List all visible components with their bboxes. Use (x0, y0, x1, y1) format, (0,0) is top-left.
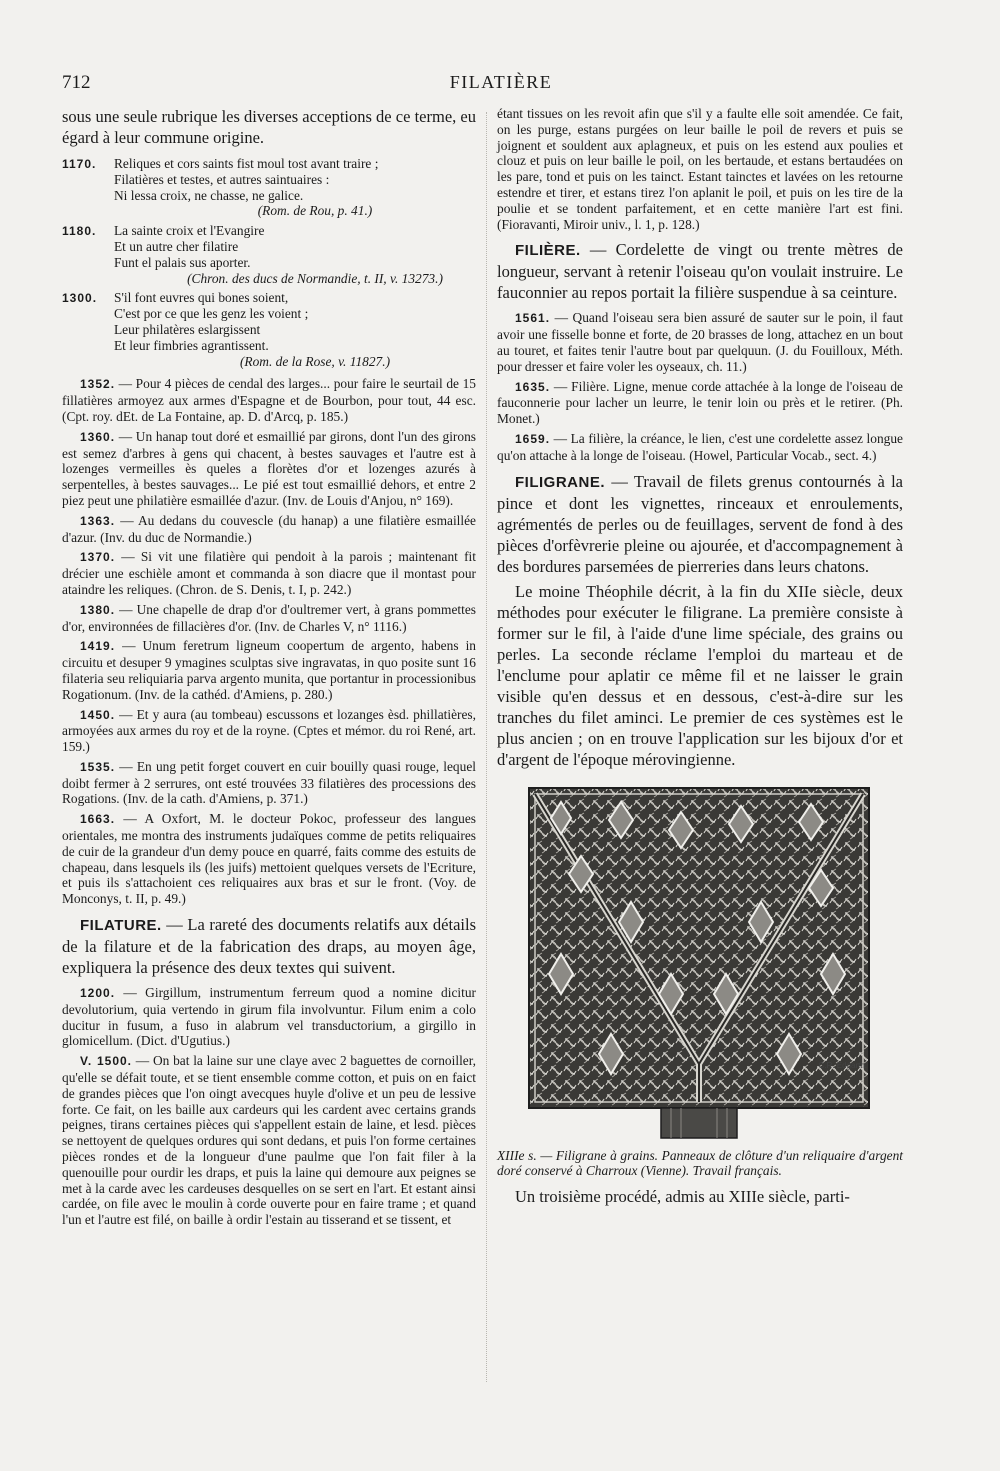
entry-text: — Si vit une filatière qui pendoit à la parois ; maintenant fit drécier une eschièle amont et commanda à son diacre que il montast pour ataindre les reliques. (Chron. de S. Denis, t. I, p. 242.) (62, 549, 476, 597)
right-column (497, 106, 903, 1207)
entry-date: 1180. (62, 224, 97, 239)
verse-line: Ni lessa croix, ne chasse, ne galice. (114, 187, 304, 203)
article-headword: FILIGRANE. (515, 473, 605, 491)
dated-entry (62, 429, 476, 509)
dated-entry (62, 376, 476, 424)
article-text: — Travail de filets grenus contournés à la pince et dont les vignettes, rinceaux et enroulements, agrémentés de perles ou de feuillages, servent de fond à des pièces d'orfèvrerie pleine ou ajourée, et d'accompagnement à des bordures parsemées de pierreries dans leurs chatons. (497, 471, 903, 576)
entry-date: 1352. (80, 377, 116, 392)
verse-line: Funt el palais sus aporter. (114, 254, 251, 270)
article-paragraph: Le moine Théophile décrit, à la fin du XIIe siècle, deux méthodes pour exécuter le filigrane. La première consiste à former sur le fil, à l'aide d'une lime spéciale, des grains ou perles. La seconde réclame l'emploi du marteau et de l'enclume pour aplatir ce même fil et ne laisser le grain visible qu'en dessus et en dessous, c'est-à-dire sur les tranches du filet aminci. Le premier de ces systèmes est le plus ancien ; on en trouve l'application sur les bijoux d'or et d'argent de l'époque mérovingienne. (497, 581, 903, 769)
entry-date: 1561. (515, 311, 551, 326)
entry-date: 1370. (80, 550, 116, 565)
left-column (62, 106, 476, 1228)
article-paragraph: Un troisième procédé, admis au XIIIe siècle, parti- (515, 1187, 850, 1207)
entry-date: 1635. (515, 379, 551, 394)
filigree-engraving (521, 784, 885, 1140)
entry-text: — En ung petit forget couvert en cuir bouilly quasi rouge, lequel doibt fermer à 2 serrures, ont esté trouvées 33 filatières des processions des Rogations. (Inv. de la cath. d'Amiens, p. 371.) (62, 758, 476, 807)
verse-line: Et leur fimbries agrantissent. (114, 337, 269, 353)
page-header (62, 72, 940, 98)
intro-paragraph: sous une seule rubrique les diverses acceptions de ce terme, eu égard à leur commune origine. (62, 107, 476, 147)
verse-line: La sainte croix et l'Evangire (114, 223, 265, 239)
entry-date: 1363. (80, 513, 116, 528)
entry-date: 1380. (80, 602, 116, 617)
entry-text: — Girgillum, instrumentum ferreum quod a nomine dicitur devolutorium, quia vertendo in girum fila involvuntur. Filum enim a colo ducitur in fusum, a fuso in alabrum vel transductorium, a girgillo in glomicellum. (Dict. d'Ugutius.) (62, 985, 476, 1049)
dated-entry (62, 759, 476, 807)
entry-text: — Un hanap tout doré et esmaillié par girons, dont l'un des girons est semez d'arbres à gens qui chacent, à bestes sauvages et l'autre est à lozenges vermeilles ès queles a florètes d'or et lozenges azurés à serpentelles, à bestes sauvages... Le pié est tout esmaillié dehors, et entre 2 piez peut une philatière esmaillée d'azur. (Inv. de Louis d'Anjou, n° 169). (62, 428, 476, 508)
article-filiere (497, 239, 903, 303)
dated-entry (62, 707, 476, 755)
dated-entry (497, 379, 903, 427)
verse-line: Reliques et cors saints fist moul tost avant traire ; (114, 156, 379, 171)
verse-line: C'est por ce que les genz les voient ; (114, 306, 309, 322)
dated-entry (62, 549, 476, 597)
dated-entry (62, 513, 476, 546)
entry-text: — Quand l'oiseau sera bien assuré de sauter sur le poin, il faut avoir une fisselle bonne et forte, de 20 brasses de long, attachez en un bout au touret, et faites tenir l'autre bout par quelquun. (J. du Fouilloux, Méth. pour dresser et faire voler les oyseaux, ch. 11.) (497, 310, 903, 374)
verse-source: (Rom. de Rou, p. 41.) (257, 203, 373, 219)
entry-text: — Et y aura (au tombeau) escussons et lozanges èsd. phillatières, armoyées aux armes du roy et de la royne. (Cptes et mémor. du roi René, art. 159.) (62, 706, 476, 755)
dated-entry (62, 602, 476, 635)
column-divider (486, 112, 488, 1382)
entry-date: 1659. (515, 431, 551, 446)
entry-text: — Unum feretrum ligneum coopertum de argento, habens in circuitu et desuper 9 ymagines sculptas sive ingravatas, in quo posite sunt 16 filateria seu reliquiaria parva argento munita, que portantur in processionibus Rogationum. (Inv. de la cathéd. d'Amiens, p. 280.) (62, 638, 476, 702)
page-number: 712 (62, 72, 91, 93)
dated-entry (62, 985, 476, 1049)
dated-entry (497, 310, 903, 374)
verse-line: S'il font euvres qui bones soient, (114, 290, 289, 306)
figure-caption: XIIIe s. — Filigrane à grains. Panneaux de clôture d'un reliquaire d'argent doré conservé à Charroux (Vienne). Travail français. (497, 1147, 903, 1179)
entry-text: — Au dedans du couvescle (du hanap) a une filatière esmaillée d'azur. (Inv. du duc de Normandie.) (62, 512, 476, 545)
dated-entry (62, 1053, 476, 1228)
article-text: — La rareté des documents relatifs aux détails de la filature et de la fabrication des draps, au moyen âge, expliquera la présence des deux textes qui suivent. (62, 915, 476, 978)
entry-date: 1419. (80, 639, 116, 654)
entry-date: 1663. (80, 812, 116, 827)
entry-text: — Une chapelle de drap d'or d'oultremer vert, à grans pommettes d'or, environnées de fillacières d'or. (Inv. de Charles V, n° 1116.) (62, 601, 476, 634)
entry-text: — La filière, la créance, le lien, c'est une cordelette assez longue qu'on attache à la longe de l'oiseau. (Howel, Particular Vocab., sect. 4.) (497, 430, 903, 463)
entry-date: V. 1500. (80, 1054, 133, 1069)
entry-date: 1535. (80, 759, 116, 774)
verse-source: (Rom. de la Rose, v. 11827.) (239, 353, 391, 369)
verse-citation (62, 223, 476, 286)
entry-text: — Filière. Ligne, menue corde attachée à la longe de l'oiseau de fauconnerie pour lacher un leurre, le tenir loin ou près et le retirer. (Ph. Monet.) (497, 378, 903, 427)
engraver-signature: C.R. Edgarth. (818, 1060, 867, 1070)
entry-text: — A Oxfort, M. le docteur Pokoc, professeur des langues orientales, me montra des instruments judaïques comme de petits reliquaires de cuir de la grandeur d'un demy pouce en quarré, faits comme des estuits de chapeau, dans lesquels ils (les juifs) mettoient quelques versets de l'Ecriture, et puis ils s'attachoient ces reliquaires aux bras et sur le front. (Voy. de Monconys, t. II, p. 49.) (62, 811, 476, 907)
verse-citation (62, 156, 476, 219)
entry-date: 1300. (62, 291, 98, 306)
dated-entry (497, 431, 903, 464)
entry-text: — On bat la laine sur une claye avec 2 baguettes de cornoiller, qu'elle se défait toute, et se tient ensemble comme cotton, et puis on en faict de grandes pièces que l'on oingt avecques huyle d'olive et un peu de lessive forte. Ce fait, on les baille aux cardeurs qui les cardent avec certains grands peignes, tirans certaines pièces qui s'appellent estain de laine, et lesd. pièces se nettoyent de quelques ordures qui sont dedans, et puis l'on forme certaines pièces rondes et de la longueur d'une paulme que l'on fait filer à la quenouille pour ourdir les draps, et puis la laine qui demoure aux peignes se met à la carde avec les cardeuses desquelles on se sert en l'art. Et estant ainsi cardée, on file avec le moulin à corde ouverte pour en faire trame ; et quand l'un et l'autre est filé, on baille à ordir l'estain au tisserand et se tissent, et (62, 1053, 477, 1228)
dated-entry (62, 638, 476, 702)
verse-source: (Chron. des ducs de Normandie, t. II, v. 13273.) (187, 270, 443, 286)
entry-text: — Pour 4 pièces de cendal des larges... pour faire le seurtail de 15 fillatières armoyez aux armes d'Espagne et de Bourbon, pour tout, 44 esc. (Cpt. roy. dEt. de La Fontaine, ap. D. d'Arcq, p. 185.) (62, 376, 476, 424)
article-text: — Cordelette de vingt ou trente mètres de longueur, servant à retenir l'oiseau qu'on voulait instruire. Le fauconnier au repos portait la filière suspendue à sa ceinture. (497, 240, 903, 303)
verse-citation (62, 290, 476, 369)
running-head: FILATIÈRE (449, 72, 553, 92)
article-headword: FILATURE. (80, 917, 162, 935)
entry-date: 1360. (80, 429, 116, 444)
verse-line: Filatières et testes, et autres saintuaires : (114, 171, 330, 187)
entry-date: 1200. (80, 986, 116, 1001)
article-filigrane (497, 471, 903, 577)
article-headword: FILIÈRE. (515, 242, 581, 260)
filigree-panel-figure (521, 784, 885, 1140)
dated-entry (62, 811, 476, 907)
entry-date: 1170. (62, 157, 97, 171)
continued-entry: étant tissues on les revoit afin que s'il y a faulte elle soit amendée. Ce fait, on les purge, estans purgées on leur baille le poil de revers et puis se joignent et souldent aux aplagneux, et puis on les estend aux poulies et clouz et puis on leur baille le poil, on les bertaude, et estans bertaudées on les pare, tond et puis on les tainct. Estant tainctes et lavées on les retourne estendre et tirer, et estans tirez l'on aplanit le poil, et puis on les tire de la poulie et se tondent parfaitement, et en cette manière l'art est fini. (Fioravanti, Miroir univ., l. 1, p. 128.) (497, 106, 903, 232)
entry-date: 1450. (80, 707, 116, 722)
article-filature (62, 914, 476, 978)
verse-line: Leur philatères eslargissent (114, 321, 261, 337)
verse-line: Et un autre cher filatire (114, 238, 239, 254)
